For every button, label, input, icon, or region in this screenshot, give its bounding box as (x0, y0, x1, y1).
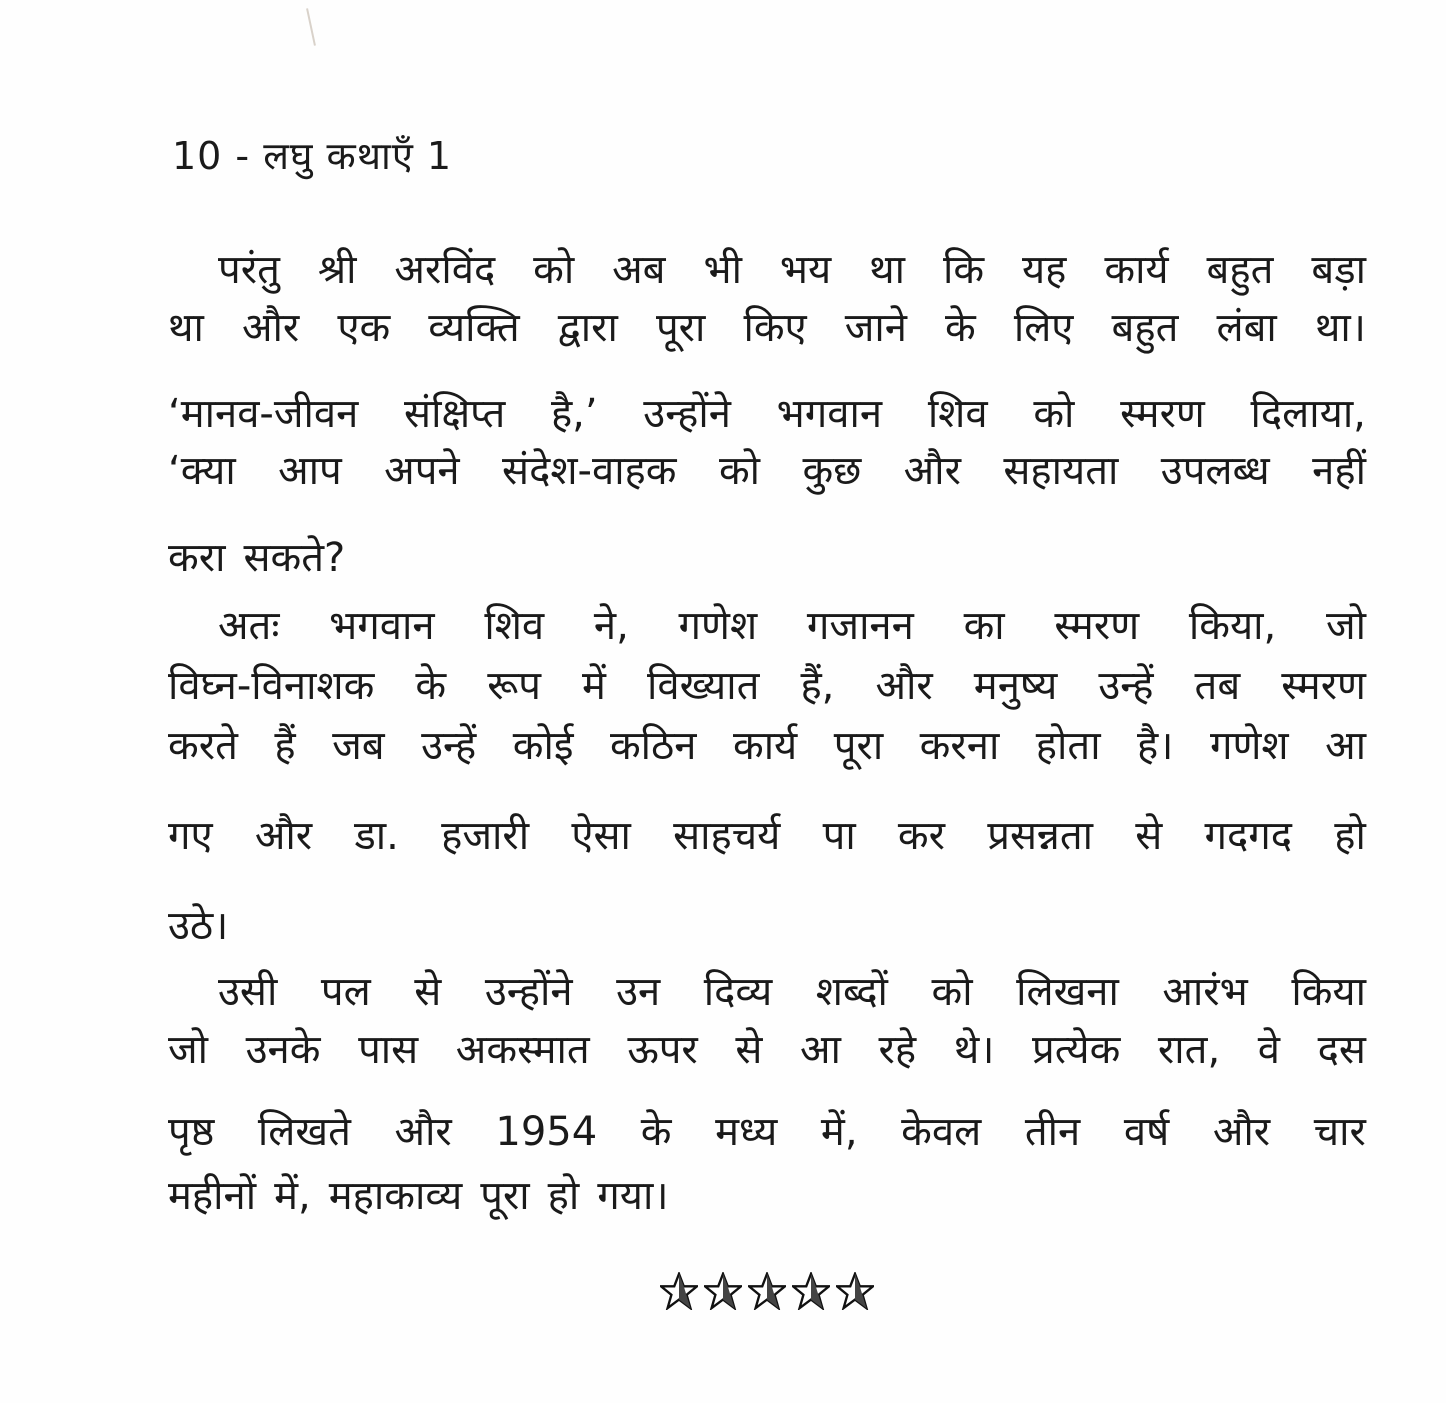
text-line (168, 1104, 1366, 1160)
word: सहायता (1003, 448, 1119, 494)
word: को (533, 247, 575, 293)
word: दस (1317, 1027, 1366, 1073)
text-line (168, 718, 1366, 774)
text-line (168, 1022, 1366, 1078)
word: स्मरण (1281, 663, 1366, 709)
word: पूरा (480, 1173, 530, 1219)
word: किया, (1188, 603, 1277, 649)
star-icon (660, 1272, 698, 1310)
text-line (168, 386, 1366, 442)
word: के (640, 1109, 672, 1155)
word: बहुत (1206, 247, 1274, 293)
text-line (168, 808, 1366, 864)
word: 1954 (495, 1109, 598, 1155)
word: तीन (1024, 1109, 1081, 1155)
word: हजारी (441, 813, 530, 859)
word: हैं, (800, 663, 835, 709)
word: मध्य (715, 1109, 778, 1155)
scan-artifact (306, 8, 316, 46)
word: से (735, 1027, 763, 1073)
word: कुछ (802, 448, 862, 494)
word: गया। (597, 1173, 669, 1219)
word: द्वारा (557, 305, 618, 351)
section-separator (660, 1272, 874, 1310)
word: लंबा (1216, 305, 1277, 351)
word: और (241, 305, 300, 351)
word: पल (320, 969, 371, 1015)
word: प्रत्येक (1032, 1027, 1121, 1073)
word: करते (168, 723, 238, 769)
text-line (218, 964, 1366, 1020)
word: वर्ष (1123, 1109, 1170, 1155)
word: हो (547, 1173, 580, 1219)
word: का (963, 603, 1005, 649)
word: पृष्ठ (168, 1109, 215, 1155)
word: दिव्य (703, 969, 773, 1015)
word: कार्य (1104, 247, 1169, 293)
word: पूरा (833, 723, 884, 769)
word: में, (820, 1109, 858, 1155)
word: किया (1291, 969, 1366, 1015)
word: बहुत (1111, 305, 1179, 351)
word: कि (942, 247, 985, 293)
text-line (218, 598, 1366, 654)
word: था। (1314, 305, 1366, 351)
word: हैं (274, 723, 296, 769)
word: को (931, 969, 973, 1015)
word: पूरा (655, 305, 706, 351)
word: पास (358, 1027, 419, 1073)
word: आप (278, 448, 342, 494)
word: उन्होंने (484, 969, 573, 1015)
word: स्मरण (1054, 603, 1140, 649)
text-line (218, 242, 1366, 298)
word: लिखना (1016, 969, 1119, 1015)
word: से (414, 969, 442, 1015)
word: चार (1313, 1109, 1366, 1155)
word: गदगद (1204, 813, 1293, 859)
word: करा (168, 535, 226, 581)
word: आ (800, 1027, 841, 1073)
word: कर (897, 813, 946, 859)
word: उन्होंने (643, 391, 731, 437)
word: विख्यात (647, 663, 760, 709)
word: जो (1325, 603, 1366, 649)
word: भी (703, 247, 742, 293)
word: स्मरण (1120, 391, 1205, 437)
word: व्यक्ति (428, 305, 520, 351)
word: आरंभ (1162, 969, 1248, 1015)
word: था (168, 305, 204, 351)
word: परंतु (218, 247, 280, 293)
word: प्रसन्नता (987, 813, 1094, 859)
word: उठे। (168, 903, 229, 949)
word: ने, (593, 603, 629, 649)
word: लिखते (257, 1109, 351, 1155)
word: लिए (1013, 305, 1074, 351)
text-line (168, 1168, 1366, 1224)
word: कठिन (609, 723, 697, 769)
text-line (168, 300, 1366, 356)
word: उसी (218, 969, 278, 1015)
word: और (254, 813, 313, 859)
word: विघ्न-विनाशक (168, 663, 375, 709)
word: रूप (487, 663, 541, 709)
word: वे (1257, 1027, 1281, 1073)
word: बड़ा (1311, 247, 1366, 293)
word: होता (1035, 723, 1101, 769)
word: गणेश (1209, 723, 1289, 769)
word: साहचर्य (673, 813, 781, 859)
text-line (168, 898, 1366, 954)
word: महीनों (168, 1173, 257, 1219)
word: शब्दों (815, 969, 888, 1015)
word: उनके (245, 1027, 321, 1073)
word: शिव (927, 391, 988, 437)
word: ‘मानव-जीवन (168, 391, 359, 437)
word: हो (1334, 813, 1366, 859)
word: ऐसा (571, 813, 631, 859)
word: ‘क्या (168, 448, 236, 494)
word: गजानन (806, 603, 914, 649)
page-header: 10 - लघु कथाएँ 1 (172, 134, 453, 178)
word: अतः (218, 603, 280, 649)
word: तब (1194, 663, 1241, 709)
text-line (168, 530, 1366, 586)
word: कार्य (732, 723, 798, 769)
word: से (1135, 813, 1163, 859)
word: सकते? (243, 535, 346, 581)
word: दिलाया, (1250, 391, 1366, 437)
word: डा. (354, 813, 399, 859)
word: उन्हें (1098, 663, 1154, 709)
word: के (415, 663, 447, 709)
word: मनुष्य (973, 663, 1058, 709)
word: नहीं (1312, 448, 1366, 494)
word: उन (616, 969, 661, 1015)
word: संक्षिप्त (404, 391, 506, 437)
word: भय (779, 247, 832, 293)
word: और (1212, 1109, 1271, 1155)
word: अरविंद (394, 247, 496, 293)
word: अपने (384, 448, 460, 494)
word: है। (1137, 723, 1174, 769)
word: उपलब्ध (1160, 448, 1270, 494)
word: ऊपर (627, 1027, 698, 1073)
word: को (718, 448, 761, 494)
word: अकस्मात (455, 1027, 590, 1073)
word: जब (332, 723, 385, 769)
word: भगवान (776, 391, 883, 437)
word: को (1033, 391, 1075, 437)
word: उन्हें (421, 723, 477, 769)
word: जो (168, 1027, 209, 1073)
word: केवल (901, 1109, 982, 1155)
word: में (582, 663, 606, 709)
word: श्री (317, 247, 357, 293)
word: के (945, 305, 976, 351)
word: और (903, 448, 961, 494)
word: थे। (953, 1027, 995, 1073)
star-icon (748, 1272, 786, 1310)
text-line (168, 443, 1366, 499)
word: महाकाव्य (328, 1173, 463, 1219)
word: गए (168, 813, 213, 859)
word: एक (337, 305, 391, 351)
word: यह (1021, 247, 1067, 293)
word: संदेश-वाहक (502, 448, 677, 494)
star-icon (704, 1272, 742, 1310)
word: कोई (512, 723, 574, 769)
text-line (168, 658, 1366, 714)
word: और (875, 663, 933, 709)
word: गणेश (678, 603, 758, 649)
word: है,’ (550, 391, 598, 437)
word: रात, (1157, 1027, 1221, 1073)
word: और (394, 1109, 452, 1155)
word: जाने (844, 305, 907, 351)
word: अब (612, 247, 666, 293)
word: पा (822, 813, 856, 859)
word: में, (274, 1173, 311, 1219)
word: था (869, 247, 906, 293)
word: आ (1325, 723, 1366, 769)
star-icon (792, 1272, 830, 1310)
word: रहे (878, 1027, 917, 1073)
word: भगवान (329, 603, 435, 649)
word: करना (919, 723, 1000, 769)
star-icon (836, 1272, 874, 1310)
word: शिव (484, 603, 545, 649)
word: किए (743, 305, 807, 351)
